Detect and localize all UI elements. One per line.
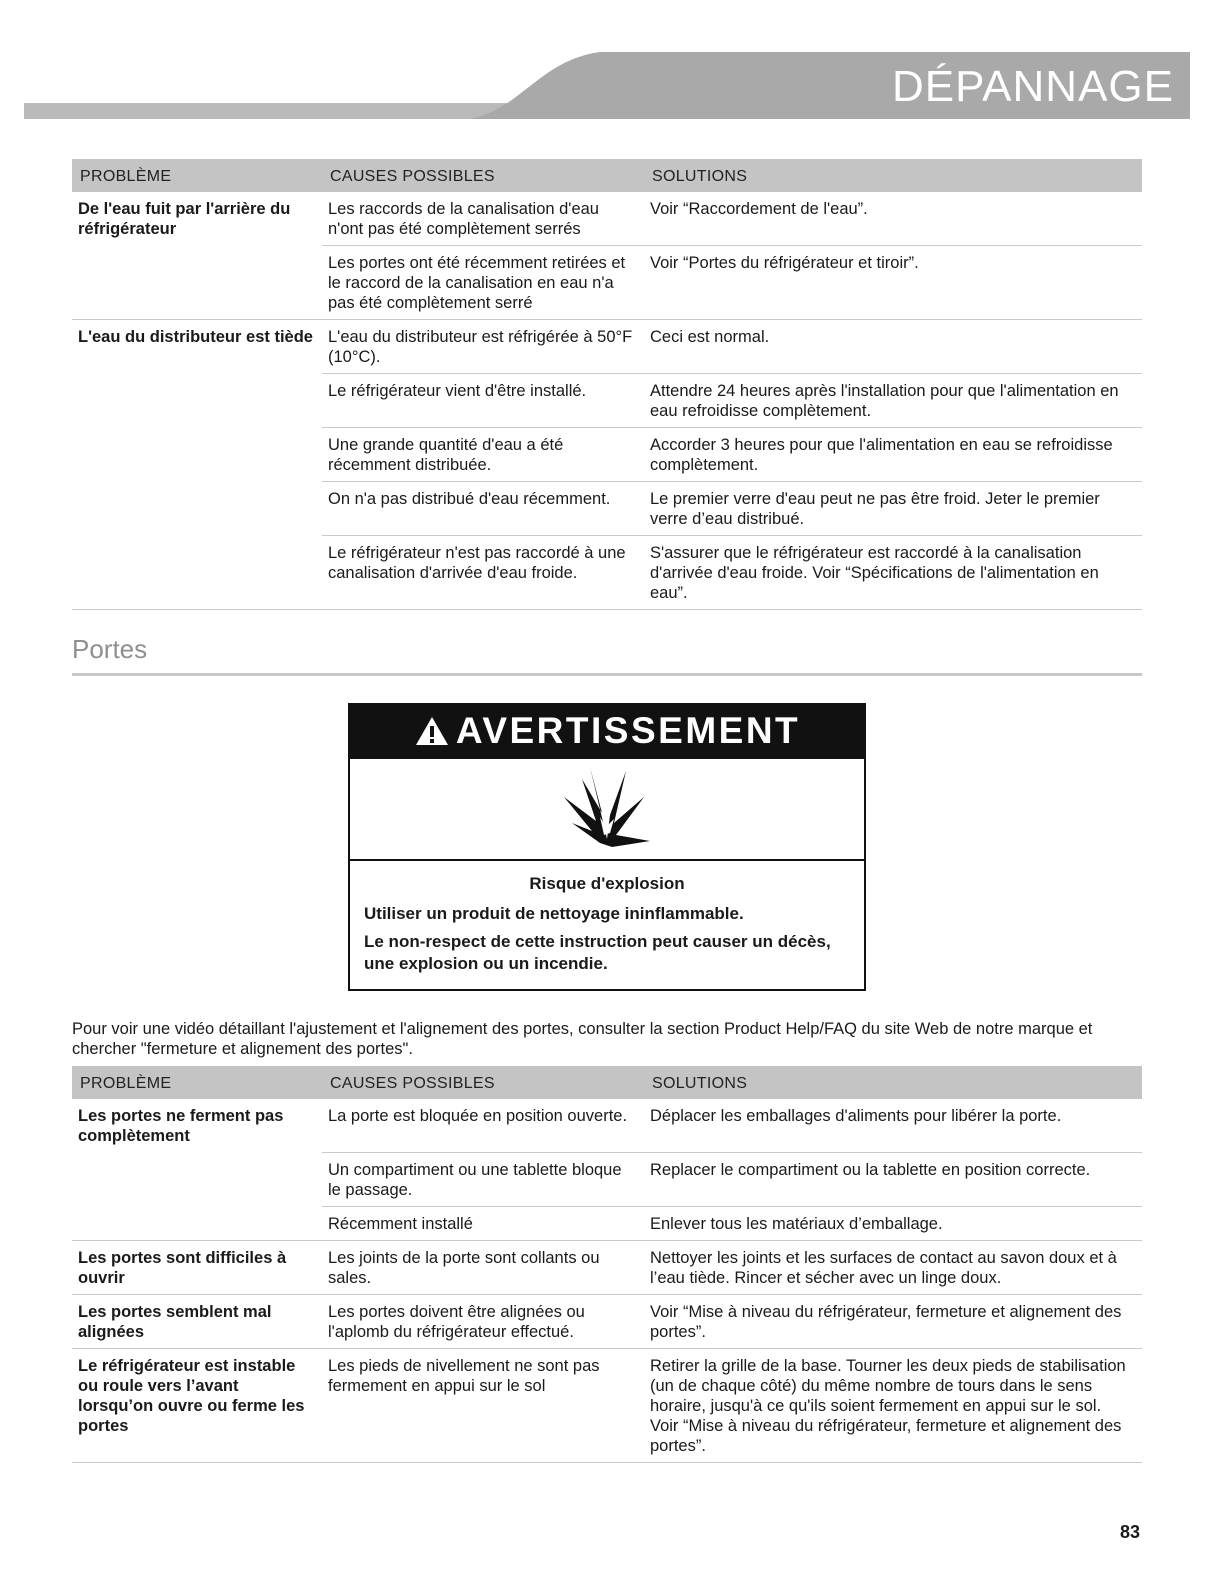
solution-cell: Voir “Mise à niveau du réfrigérateur, fermeture et alignement des portes”.: [644, 1294, 1142, 1348]
troubleshooting-table-doors: [72, 1066, 1142, 1463]
table-row: [72, 428, 1142, 482]
cause-cell: Le réfrigérateur n'est pas raccordé à une canalisation d'arrivée d'eau froide.: [322, 536, 644, 610]
page-title: DÉPANNAGE: [891, 62, 1174, 111]
header-causes: CAUSES POSSIBLES: [322, 159, 644, 192]
troubleshooting-table-water: [72, 159, 1142, 610]
solution-cell: Attendre 24 heures après l'installation pour que l'alimentation en eau refroidisse complètement.: [644, 374, 1142, 428]
header-probleme: PROBLÈME: [72, 159, 322, 192]
solution-cell: Retirer la grille de la base. Tourner les deux pieds de stabilisation (un de chaque côté) du même nombre de tours dans le sens horaire, jusqu'à ce qu'ils soient fermement en appui sur le sol. Voir “Mise à niveau du réfrigérateur, fermeture et alignement des portes”.: [644, 1348, 1142, 1462]
problem-cell: Les portes ne ferment pas complètement: [78, 1107, 284, 1145]
table-row: [72, 482, 1142, 536]
warning-header: [350, 705, 864, 757]
table-row: [72, 1240, 1142, 1294]
warning-hazard: Risque d'explosion: [529, 874, 685, 893]
header-causes: CAUSES POSSIBLES: [322, 1066, 644, 1099]
problem-cell: [72, 428, 322, 482]
problem-cell: Les portes sont difficiles à ouvrir: [72, 1240, 322, 1294]
page-number: 83: [1119, 1522, 1140, 1542]
table-row: [72, 192, 1142, 246]
problem-cell: Les portes semblent mal alignées: [72, 1294, 322, 1348]
intro-paragraph: Pour voir une vidéo détaillant l'ajustement et l'alignement des portes, consulter la section Product Help/FAQ du site Web de notre marque et chercher "fermeture et alignement des portes".: [72, 1020, 1093, 1058]
table-row: [72, 374, 1142, 428]
table-row: [72, 1152, 1142, 1206]
table-row: [72, 536, 1142, 610]
solution-cell: Nettoyer les joints et les surfaces de contact au savon doux et à l’eau tiède. Rincer et sécher avec un linge doux.: [644, 1240, 1142, 1294]
section-divider: [72, 673, 1142, 676]
problem-cell: Le réfrigérateur est instable ou roule vers l’avant lorsqu’on ouvre ou ferme les portes: [72, 1348, 322, 1462]
explosion-icon: [552, 761, 662, 857]
warning-triangle-icon: [414, 715, 450, 747]
solution-cell: Voir “Raccordement de l'eau”.: [644, 192, 1142, 246]
table-row: [72, 246, 1142, 320]
cause-cell: Les portes ont été récemment retirées et le raccord de la canalisation en eau n'a pas été complètement serré: [322, 246, 644, 320]
cause-cell: L'eau du distributeur est réfrigérée à 50°F (10°C).: [322, 320, 644, 374]
table-row: [72, 1206, 1142, 1240]
warning-instruction: Utiliser un produit de nettoyage ininflammable.: [364, 904, 744, 923]
cause-cell: Récemment installé: [322, 1206, 644, 1240]
problem-cell: L'eau du distributeur est tiède: [78, 328, 313, 346]
cause-cell: Une grande quantité d'eau a été récemment distribuée.: [322, 428, 644, 482]
solution-cell: Déplacer les emballages d'aliments pour libérer la porte.: [644, 1099, 1142, 1152]
solution-cell: Le premier verre d'eau peut ne pas être froid. Jeter le premier verre d’eau distribué.: [644, 482, 1142, 536]
cause-cell: On n'a pas distribué d'eau récemment.: [322, 482, 644, 536]
warning-body: [350, 861, 864, 987]
table-header-row: [72, 159, 1142, 192]
cause-cell: Les pieds de nivellement ne sont pas fermement en appui sur le sol: [322, 1348, 644, 1462]
solution-cell: Enlever tous les matériaux d’emballage.: [644, 1206, 1142, 1240]
table-header-row: [72, 1066, 1142, 1099]
table-row: [72, 1294, 1142, 1348]
cause-cell: La porte est bloquée en position ouverte.: [322, 1099, 644, 1152]
cause-cell: Les portes doivent être alignées ou l'aplomb du réfrigérateur effectué.: [322, 1294, 644, 1348]
cause-cell: Un compartiment ou une tablette bloque le passage.: [322, 1152, 644, 1206]
problem-cell: [72, 246, 322, 320]
header-solutions: SOLUTIONS: [644, 1066, 1142, 1099]
warning-heading: AVERTISSEMENT: [455, 710, 801, 751]
table-row: [72, 1348, 1142, 1462]
header-solutions: SOLUTIONS: [644, 159, 1142, 192]
cause-cell: Les joints de la porte sont collants ou sales.: [322, 1240, 644, 1294]
problem-cell: [72, 374, 322, 428]
solution-cell: Voir “Portes du réfrigérateur et tiroir”.: [644, 246, 1142, 320]
solution-cell: S'assurer que le réfrigérateur est raccordé à la canalisation d'arrivée d'eau froide. Voir “Spécifications de l'alimentation en eau”.: [644, 536, 1142, 610]
problem-cell: [72, 482, 322, 536]
cause-cell: Le réfrigérateur vient d'être installé.: [322, 374, 644, 428]
problem-cell: [72, 1206, 322, 1240]
solution-cell: Accorder 3 heures pour que l'alimentation en eau se refroidisse complètement.: [644, 428, 1142, 482]
warning-icon-area: [350, 757, 864, 861]
table-row: [72, 1099, 1142, 1152]
warning-box: [348, 703, 866, 991]
table-row: [72, 320, 1142, 374]
header-probleme: PROBLÈME: [72, 1066, 322, 1099]
problem-cell: [72, 1152, 322, 1206]
solution-cell: Ceci est normal.: [644, 320, 1142, 374]
problem-cell: De l'eau fuit par l'arrière du réfrigérateur: [78, 200, 291, 238]
cause-cell: Les raccords de la canalisation d'eau n'ont pas été complètement serrés: [322, 192, 644, 246]
solution-cell: Replacer le compartiment ou la tablette en position correcte.: [644, 1152, 1142, 1206]
warning-consequence: Le non-respect de cette instruction peut causer un décès, une explosion ou un incendie.: [364, 932, 831, 973]
problem-cell: [72, 536, 322, 610]
section-title-portes: Portes: [72, 634, 148, 664]
